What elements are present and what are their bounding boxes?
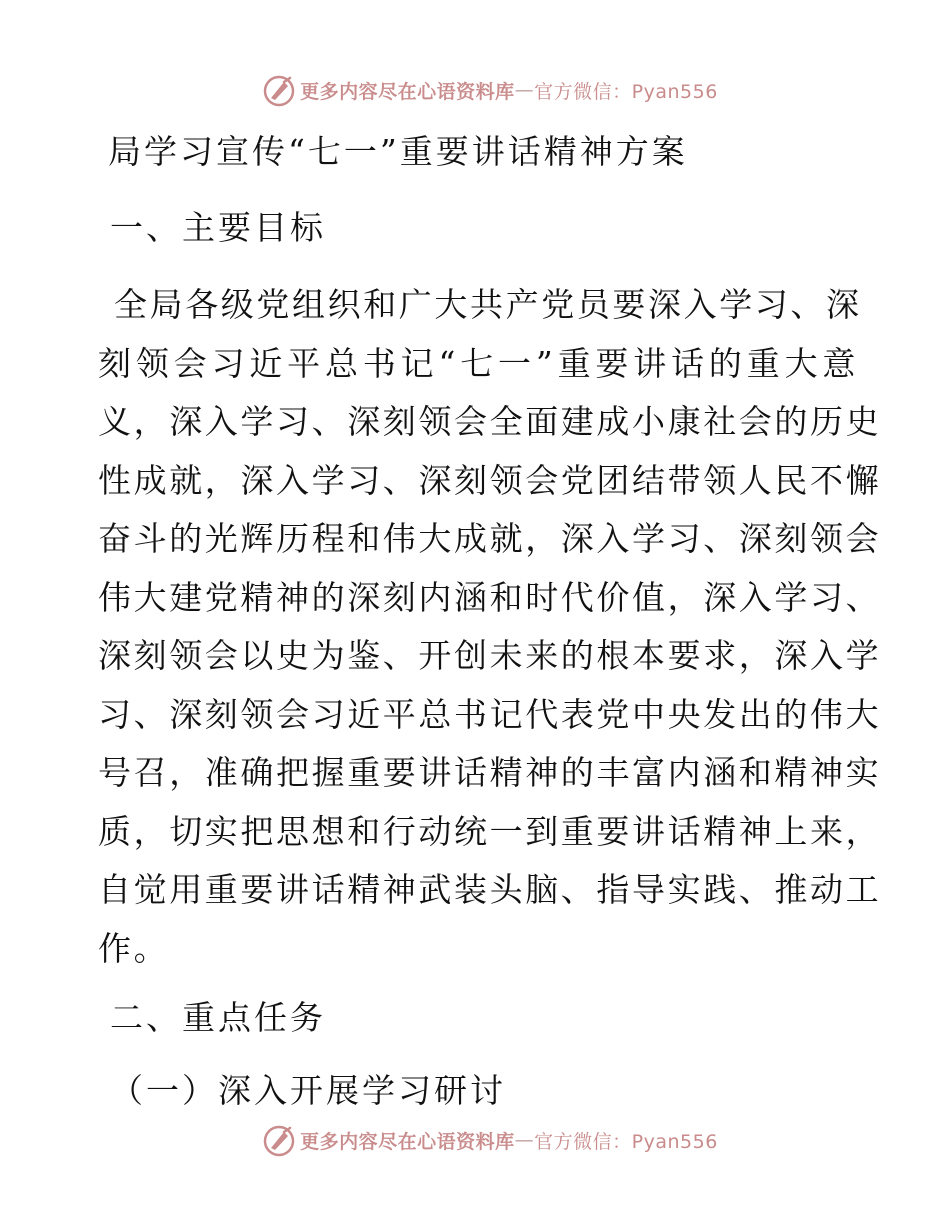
paragraph-line: 刻领会习近平总书记“七一”重要讲话的重大意 [98,343,858,383]
paragraph-line: 性成就，深入学习、深刻领会党团结带领人民不懈 [98,460,882,500]
pen-nib-logo-icon [262,1123,296,1157]
paragraph-line: 奋斗的光辉历程和伟大成就，深入学习、深刻领会 [98,519,882,558]
watermark-main-text: 更多内容尽在心语资料库 [300,1130,515,1153]
paragraph-line: 义，深入学习、深刻领会全面建成小康社会的历史 [98,402,882,441]
paragraph-line: 伟大建党精神的深刻内涵和时代价值，深入学习、 [98,577,882,617]
watermark-separator: — [514,1129,535,1151]
watermark-contact-text: 官方微信：Pyan556 [534,80,718,103]
document-title: 局学习宣传“七一”重要讲话精神方案 [108,132,688,171]
watermark-main-text: 更多内容尽在心语资料库 [300,80,515,103]
paragraph-line: 自觉用重要讲话精神武装头脑、指导实践、推动工 [98,870,882,909]
watermark-contact-text: 官方微信：Pyan556 [534,1130,718,1153]
paragraph-line: 全局各级党组织和广大共产党员要深入学习、深 [114,285,862,324]
watermark-footer [0,1120,950,1160]
section-heading-tasks: 二、重点任务 [110,998,326,1037]
section-body-goals [98,276,882,978]
paragraph-line: 深刻领会以史为鉴、开创未来的根本要求，深入学 [98,636,882,675]
watermark-header [0,70,950,110]
paragraph-line: 质，切实把思想和行动统一到重要讲话精神上来， [98,811,882,851]
pen-nib-logo-icon [262,73,296,107]
watermark-separator: — [514,79,535,101]
paragraph-line: 习、深刻领会习近平总书记代表党中央发出的伟大 [98,694,882,734]
paragraph-line: 号召，准确把握重要讲话精神的丰富内涵和精神实 [98,753,882,792]
section-heading-goals: 一、主要目标 [110,208,326,247]
subsection-heading-study: （一）深入开展学习研讨 [110,1071,506,1110]
paragraph-line: 作。 [98,928,170,968]
